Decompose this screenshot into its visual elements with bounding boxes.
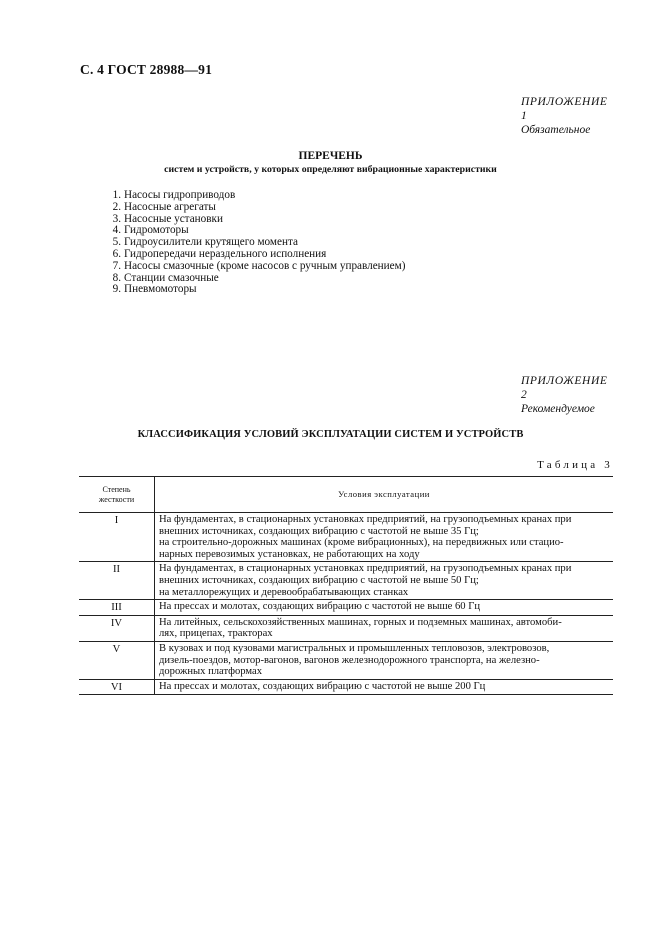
list-item-number: 2. [112,200,121,213]
list-item-number: 3. [112,212,121,225]
degree-cell: II [79,562,155,600]
conditions-cell [155,513,614,562]
conditions-line: нарных перевозимых установках, не работающих на ходу [159,548,420,560]
appendix-1-status: Обязательное [521,124,591,136]
list-item-text: Насосы смазочные (кроме насосов с ручным управлением) [124,259,406,272]
conditions-line: На фундаментах, в стационарных установках предприятий, на грузоподъемных кранах при [159,514,572,525]
conditions-cell [155,562,614,600]
conditions-table [79,476,613,695]
degree-cell: VI [79,679,155,695]
table-header-row [79,477,613,513]
conditions-line: В кузовах и под кузовами магистральных и промышленных тепловозов, электровозов, [159,642,550,654]
page-header: С. 4 ГОСТ 28988—91 [80,62,213,77]
table-row [79,600,613,616]
degree-cell: V [79,641,155,679]
list-item-text: Насосные агрегаты [124,200,216,213]
degree-header-line: Степень [102,484,131,494]
list-item-text: Гидромоторы [124,224,189,237]
conditions-line: внешних источниках, создающих вибрацию с частотой не выше 35 Гц; [159,525,479,537]
table-row [79,641,613,679]
list-item-number: 4. [112,224,121,237]
list-item-number: 5. [112,236,121,249]
conditions-line: На литейных, сельскохозяйственных машинах, горных и подземных машинах, автомоби- [159,616,562,628]
list-item-number: 9. [112,283,121,296]
conditions-line: дизель-поездов, мотор-вагонов, вагонов железнодорожного транспорта, на железно- [159,654,540,666]
table-row [79,562,613,600]
list-item-text: Станции смазочные [124,271,219,284]
table-label: Таблица 3 [537,459,613,471]
appendix-2-status: Рекомендуемое [521,403,595,415]
table-row [79,615,613,641]
conditions-line: на строительно-дорожных машинах (кроме вибрационных), на передвижных или стацио- [159,537,564,549]
list-item-text: Насосы гидроприводов [124,189,236,201]
conditions-line: дорожных платформах [159,666,263,678]
conditions-line: На прессах и молотах, создающих вибрацию с частотой не выше 60 Гц [159,601,481,613]
conditions-line: На прессах и молотах, создающих вибрацию с частотой не выше 200 Гц [159,680,486,692]
list-item-text: Насосные установки [124,212,223,225]
conditions-cell [155,641,614,679]
degree-cell: IV [79,615,155,641]
list-item-text: Гидроусилители крутящего момента [124,236,298,249]
list-heading [0,150,661,176]
degree-column-header [79,477,155,513]
list-subtitle: систем и устройств, у которых определяют вибрационные характеристики [164,164,497,175]
list-item-number: 1. [112,189,121,201]
list-item-text: Пневмомоторы [124,283,197,296]
conditions-column-header: Условия эксплуатации [155,477,614,513]
table-row [79,679,613,695]
classification-title: КЛАССИФИКАЦИЯ УСЛОВИЙ ЭКСПЛУАТАЦИИ СИСТЕМ И УСТРОЙСТВ [137,429,524,440]
list-title: ПЕРЕЧЕНЬ [298,150,363,162]
conditions-cell [155,615,614,641]
degree-header-line: жесткости [98,494,135,504]
conditions-cell [155,600,614,616]
conditions-line: на металлорежущих и деревообрабатывающих станках [159,586,409,598]
list-item-number: 8. [112,271,121,284]
list-item-number: 7. [112,259,121,272]
degree-cell: I [79,513,155,562]
conditions-line: На фундаментах, в стационарных установках предприятий, на грузоподъемных кранах при [159,563,572,575]
list-item [108,284,405,296]
appendix-1-label [521,95,608,137]
systems-list [108,190,405,296]
conditions-line: лях, прицепах, тракторах [159,628,273,640]
table-row [79,513,613,562]
conditions-cell [155,679,614,695]
conditions-line: внешних источниках, создающих вибрацию с частотой не выше 50 Гц; [159,574,479,586]
appendix-1-title: ПРИЛОЖЕНИЕ 1 [521,96,608,122]
list-item-text: Гидропередачи нераздельного исполнения [124,247,327,260]
appendix-2-label [521,374,608,416]
appendix-2-title: ПРИЛОЖЕНИЕ 2 [521,375,608,401]
list-item-number: 6. [112,247,121,260]
degree-cell: III [79,600,155,616]
